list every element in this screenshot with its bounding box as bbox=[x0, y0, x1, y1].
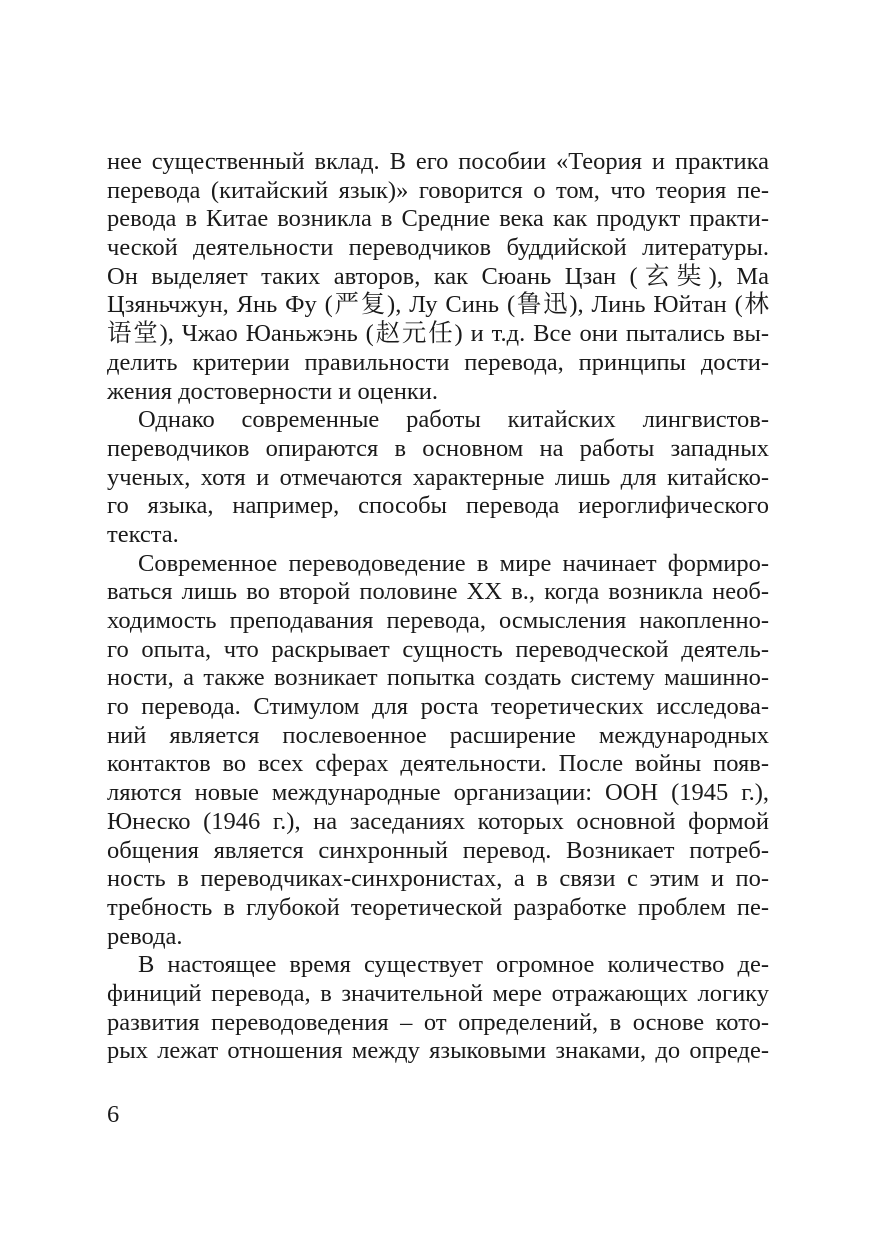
text-line: рых лежат отношения между языковыми знаками, до опреде- bbox=[107, 1037, 769, 1065]
page-number: 6 bbox=[107, 1101, 120, 1128]
text-line: Однако современные работы китайских лингвистов- bbox=[138, 406, 769, 434]
text-line: Он выделяет таких авторов, как Сюань Цзан (玄奘), Ма bbox=[107, 262, 769, 290]
text-line: требность в глубокой теоретической разработке проблем пе- bbox=[107, 893, 769, 921]
text-line: жения достоверности и оценки. bbox=[107, 377, 438, 405]
text-line: ваться лишь во второй половине XX в., когда возникла необ- bbox=[107, 578, 769, 606]
text-line: переводчиков опираются в основном на работы западных bbox=[107, 434, 769, 462]
text-line: В настоящее время существует огромное количество де- bbox=[138, 951, 769, 979]
text-line: го опыта, что раскрывает сущность переводческой деятель- bbox=[107, 635, 769, 663]
text-line: го языка, например, способы перевода иероглифического bbox=[107, 492, 769, 520]
text-line: го перевода. Стимулом для роста теоретических исследова- bbox=[107, 693, 769, 721]
text-line: нее существенный вклад. В его пособии «Теория и практика bbox=[107, 148, 769, 175]
text-line: Современное переводоведение в мире начинает формиро- bbox=[138, 549, 769, 577]
text-line: Цзяньчжун, Янь Фу (严复), Лу Синь (鲁迅), Линь Юйтан (林 bbox=[107, 291, 769, 319]
text-line: ревода в Китае возникла в Средние века как продукт практи- bbox=[107, 205, 769, 233]
text-line: перевода (китайский язык)» говорится о том, что теория пе- bbox=[107, 176, 769, 204]
paragraph-1 bbox=[107, 148, 769, 406]
text-line: делить критерии правильности перевода, принципы дости- bbox=[107, 348, 769, 376]
text-line: Юнеско (1946 г.), на заседаниях которых основной формой bbox=[107, 807, 769, 835]
text-line: развития переводоведения – от определений, в основе кото- bbox=[107, 1008, 769, 1036]
text-line: ученых, хотя и отмечаются характерные лишь для китайско- bbox=[107, 463, 769, 491]
text-line: ходимость преподавания перевода, осмысления накопленно- bbox=[107, 607, 769, 634]
text-line: текста. bbox=[107, 520, 179, 548]
text-line: ность в переводчиках-синхронистах, а в связи с этим и по- bbox=[107, 865, 769, 893]
page-body bbox=[107, 148, 769, 1066]
text-line: финиций перевода, в значительной мере отражающих логику bbox=[107, 979, 769, 1007]
text-line: ний является послевоенное расширение международных bbox=[107, 721, 769, 749]
text-line: ческой деятельности переводчиков буддийской литературы. bbox=[107, 234, 769, 262]
text-line: ности, а также возникает попытка создать систему машинно- bbox=[107, 664, 769, 692]
text-line: общения является синхронный перевод. Возникает потреб- bbox=[107, 836, 769, 864]
paragraph-2 bbox=[107, 406, 769, 549]
paragraph-4 bbox=[107, 951, 769, 1066]
text-line: контактов во всех сферах деятельности. После войны появ- bbox=[107, 750, 769, 778]
text-line: ревода. bbox=[107, 922, 183, 950]
text-line: 语堂), Чжао Юаньжэнь (赵元任) и т.д. Все они пытались вы- bbox=[107, 320, 769, 348]
paragraph-3 bbox=[107, 550, 769, 952]
text-line: ляются новые международные организации: ООН (1945 г.), bbox=[107, 779, 769, 807]
